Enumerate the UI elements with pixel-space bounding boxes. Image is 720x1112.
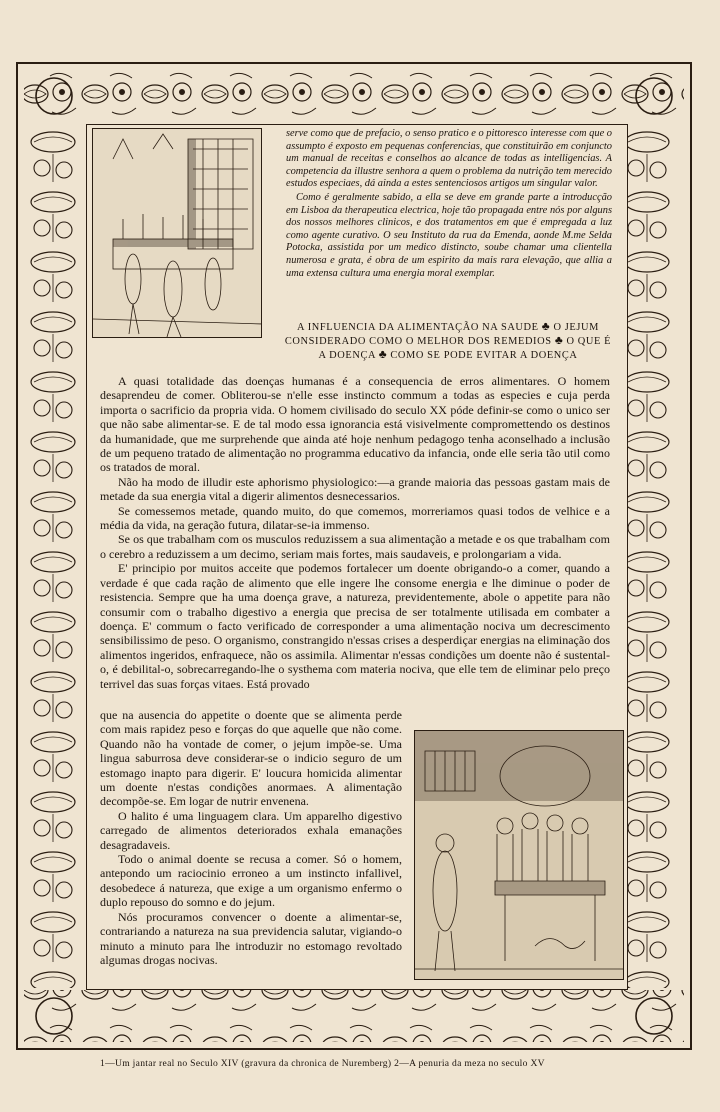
engravings-caption: 1—Um jantar real no Seculo XIV (gravura da chronica de Nuremberg) 2—A penuria da meza no seculo XV: [100, 1058, 545, 1069]
article-paragraph: Se os que trabalham com os musculos reduzissem a sua alimentação a metade e os que trabalham com o cerebro a reduzissem a um decimo, seriam mais fortes, mais saudaveis, e prolongariam a vida.: [100, 532, 610, 561]
article-paragraph: Não ha modo de illudir este aphorismo physiologico:—a grande maioria das pessoas gastam mais de metade da sua energia vital a digerir alimentos desnecessarios.: [100, 474, 610, 504]
headline-part: COMO SE PODE EVITAR A DOENÇA: [390, 350, 578, 361]
section-headline: [282, 320, 614, 362]
intro-paragraph: serve como que de prefacio, o senso pratico e o pittoresco interesse com que o assumpto é exposto em pequenas conferencias, que constituirão em conjuncto um manual de receitas e conselhos ao alcance de todas as intelligencias. A competencia da illustre senhora a quem o problema da nutrição tem merecido estudos especiaes, dá ainda a estes sentenciosos artigos um singular valor.: [286, 128, 612, 190]
engraving-table-scarcity: [414, 730, 624, 980]
intro-paragraph: Como é geralmente sabido, a ella se deve em grande parte a introducção em Lisboa da therapeutica electrica, hoje tão propagada entre nós por alguns dos nossos melhores clinicos, e dos tratamentos em que é empregada a luz como agente curativo. O seu Instituto da rua da Emenda, aonde M.me Selda Potocka, assistida por um medico distincto, soube chamar uma clientella numerosa e grata, é obra de um espirito da mais rara elevação, que allia a uma extensa cultura uma energia moral exemplar.: [286, 191, 612, 279]
article-paragraph: Todo o animal doente se recusa a comer. Só o homem, antepondo um raciocinio erroneo a um instincto infallivel, desobedece á natureza, que exige a um organismo enfermo o duplo repouso do somno e do jejum.: [100, 852, 402, 910]
engraving-royal-dinner: [92, 128, 262, 338]
article-body-narrow: [100, 708, 402, 967]
article-paragraph: O halito é uma linguagem clara. Um apparelho digestivo carregado de alimentos deteriorados exhala emanações desagradaveis.: [100, 808, 402, 852]
club-ornament-icon: ♣: [378, 347, 388, 361]
headline-part: O QUE É A DOENÇA: [318, 336, 612, 361]
article-paragraph: Se comessemos metade, quando muito, do que comemos, morreriamos quasi todos de velhice e a média da vida, na geração futura, dilatar-se-ia immenso.: [100, 503, 610, 533]
headline-part: O JEJUM CONSIDERADO COMO O MELHOR DOS REMEDIOS: [284, 322, 599, 347]
club-ornament-icon: ♣: [541, 319, 551, 333]
intro-text: [286, 128, 612, 281]
article-paragraph: Nós procuramos convencer o doente a alimentar-se, contrariando a natureza na sua previdencia salutar, vigiando-o minuto a minuto para lhe introduzir no estomago revoltado algumas drogas nocivas.: [100, 909, 402, 967]
article-paragraph: A quasi totalidade das doenças humanas é a consequencia de erros alimentares. O homem desaprendeu de comer. Obliterou-se n'elle esse instincto commum a todas as especies e cuja perda importa o sacrificio da propria vida. O homem civilisado do seculo XX póde definir-se como o unico ser que não sabe alimentar-se. E de tal modo essa ignorancia está visivelmente compromettendo os destinos da humanidade, que me surprehende que ainda até hoje nenhum pedagogo tenha aconselhado a inclusão de um pequeno tratado de alimentação no programma educativo da infancia, onde elle seria tão util como os tratados de moral.: [100, 374, 610, 475]
engraving-table-scarcity-drawing: [415, 731, 624, 980]
club-ornament-icon: ♣: [554, 333, 564, 347]
headline-part: A INFLUENCIA DA ALIMENTAÇÃO NA SAUDE: [297, 322, 539, 333]
article-paragraph: que na ausencia do appetite o doente que se alimenta perde com mais rapidez peso e forças do que aquelle que não come. Quando não ha vontade de comer, o jejum impõe-se. Uma lingua saburrosa deve considerar-se o indicio seguro de um estomago inapto para digerir. E' loucura homicida alimentar um doente n'estas condições anormaes. A alimentação decompõe-se. Em logar de nutrir envenena.: [100, 708, 402, 809]
article-paragraph: E' principio por muitos acceite que podemos fortalecer um doente obrigando-o a comer, quando a verdade é que cada ração de alimento que elle ingere lhe consome energia e lhe diminue o poder de resistencia. Sempre que ha uma doença grave, a natureza, previdentemente, abole o appetite para não consumir com o trabalho digestivo a energia que precisa de ser totalmente utilisada em combater a doença. E' commum o facto verificado de corresponder a uma alimentação nociva um decrescimento sensibilissimo de peso. O organismo, constrangido n'essas crises a desperdiçar energias na eliminação dos alimentos ingeridos, enfraquece, não os assimila. Alimentar n'essas condições um doente não é sustental-o, é debilital-o, sobrecarregando-lhe o systhema com materia nociva, que elle tem de eliminar pelo preço terrivel das suas forças vitaes. Está provado: [100, 561, 610, 691]
article-body-wide: [100, 374, 610, 691]
engraving-royal-dinner-drawing: [93, 129, 262, 338]
